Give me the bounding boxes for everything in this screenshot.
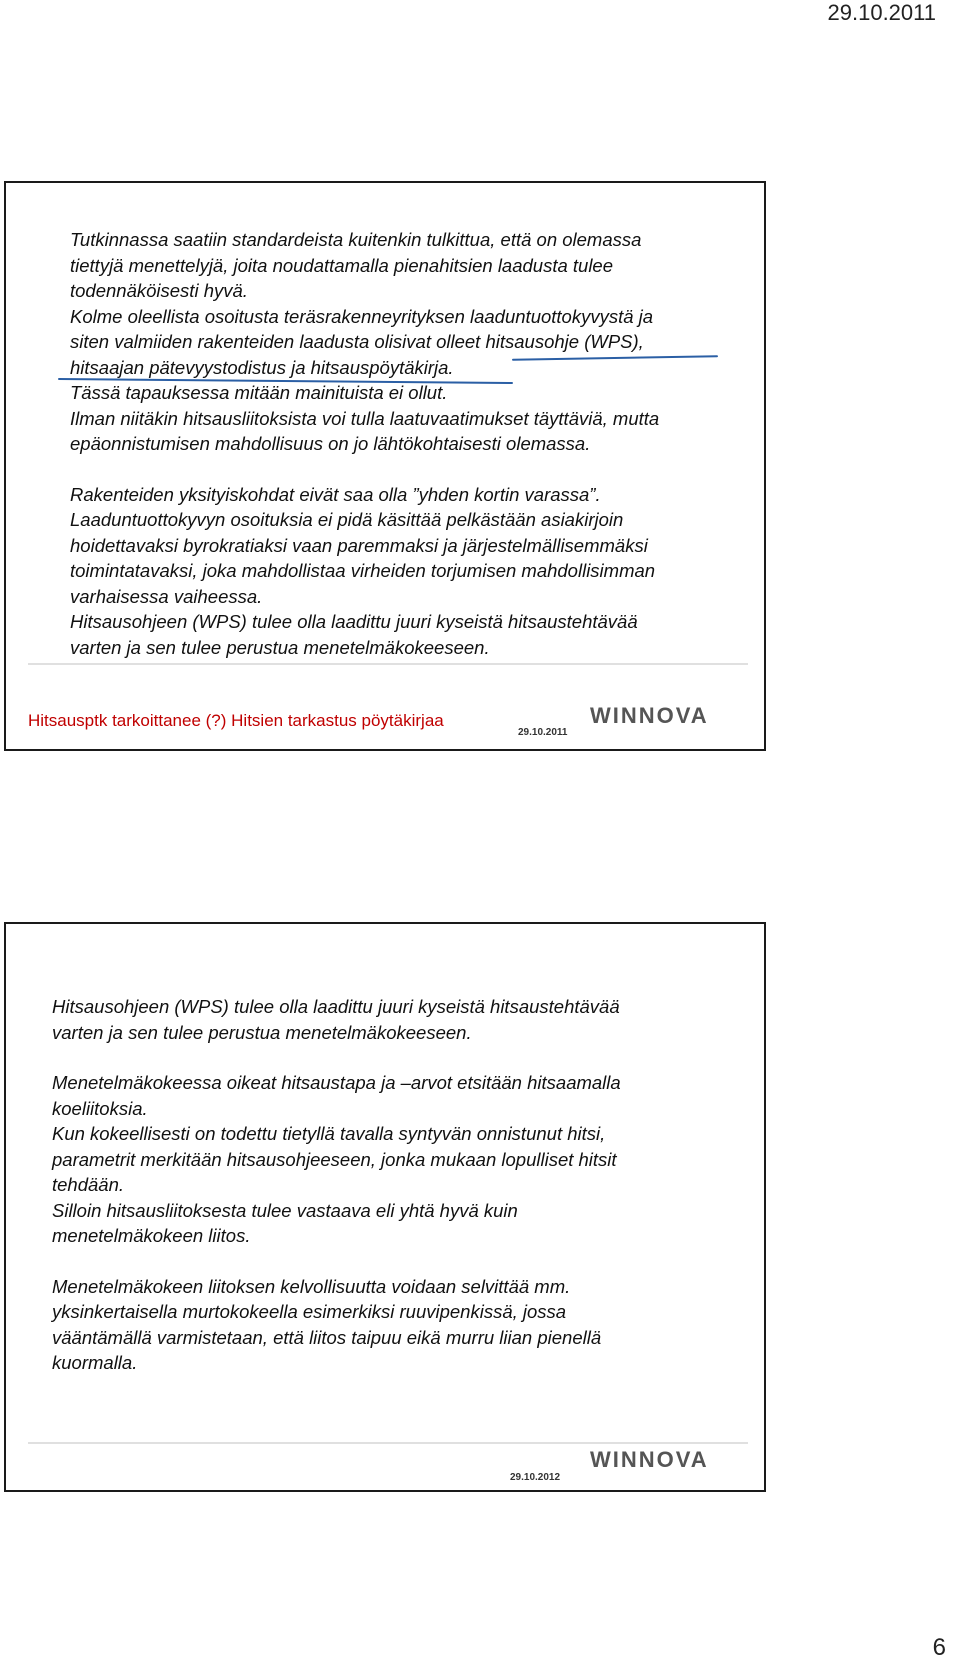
slide-1-date: 29.10.2011 [518,727,568,738]
slide-2-footer-divider [28,1442,748,1444]
slide-1-paragraph-5: Rakenteiden yksityiskohdat eivät saa olla ”yhden kortin varassa”. [70,483,601,505]
slide-2-paragraph-5: Menetelmäkokeen liitoksen kelvollisuutta voidaan selvittää mm. yksinkertaisella murtokokeella esimerkiksi ruuvipenkissä, jossa vääntämällä varmistetaan, että liitos taipuu eikä murru liian pienellä kuormalla. [52,1275,602,1373]
slide-2-logo: WINNOVA [590,1447,709,1472]
slide-1-logo: WINNOVA [590,703,709,728]
slide-2-date: 29.10.2012 [510,1472,561,1483]
slide-1-paragraph-7: Hitsausohjeen (WPS) tulee olla laadittu juuri kyseistä hitsaustehtävää varten ja sen tulee perustua menetelmäkokeeseen. [70,611,638,658]
slide-1-paragraph-2: Kolme oleellista osoitusta teräsrakenneyrityksen laaduntuottokyvystä ja siten valmiiden rakenteiden laadusta olisivat olleet hitsausohje (WPS), hitsaajan pätevyystodistus ja hitsauspöytäkirja. [70,305,654,378]
slide-2-paragraph-4: Silloin hitsausliitoksesta tulee vastaava eli yhtä hyvä kuin menetelmäkokeen liitos. [52,1199,518,1246]
slide-1-body [70,227,760,660]
slide-1-paragraph-4: Ilman niitäkin hitsausliitoksista voi tulla laatuvaatimukset täyttäviä, mutta epäonnistumisen mahdollisuus on jo lähtökohtaisesti olemassa. [70,407,660,454]
slide-2-paragraph-3: Kun kokeellisesti on todettu tietyllä tavalla syntyvän onnistunut hitsi, parametrit merkitään hitsausohjeeseen, jonka mukaan lopulliset hitsit tehdään. [52,1123,617,1195]
page-date: 29.10.2011 [827,0,936,25]
slide-1-footer-note: Hitsausptk tarkoittanee (?) Hitsien tarkastus pöytäkirjaa [28,711,444,730]
slide-1-paragraph-3: Tässä tapauksessa mitään mainituista ei ollut. [70,382,448,403]
slide-1-paragraph-6: Laaduntuottokyvyn osoituksia ei pidä käsittää pelkästään asiakirjoin hoidettavaksi byrokratiaksi vaan paremmaksi ja järjestelmällisemmäksi toimintatavaksi, joka mahdollistaa virheiden torjumisen mahdollisimman varhaisessa vaiheessa. [70,509,656,607]
slide-2-paragraph-2: Menetelmäkokeessa oikeat hitsaustapa ja –arvot etsitään hitsaamalla koeliitoksia. [52,1072,621,1119]
page-number: 6 [932,1634,946,1661]
slide-2-body [52,994,752,1376]
slide-1 [4,181,766,751]
slide-2-paragraph-1: Hitsausohjeen (WPS) tulee olla laadittu juuri kyseistä hitsaustehtävää varten ja sen tulee perustua menetelmäkokeeseen. [52,996,620,1043]
slide-2 [4,922,766,1492]
slide-1-paragraph-1: Tutkinnassa saatiin standardeista kuitenkin tulkittua, että on olemassa tiettyjä menettelyjä, joita noudattamalla pienahitsien laadusta tulee todennäköisesti hyvä. [70,229,642,301]
slide-1-footer-divider [28,663,748,665]
